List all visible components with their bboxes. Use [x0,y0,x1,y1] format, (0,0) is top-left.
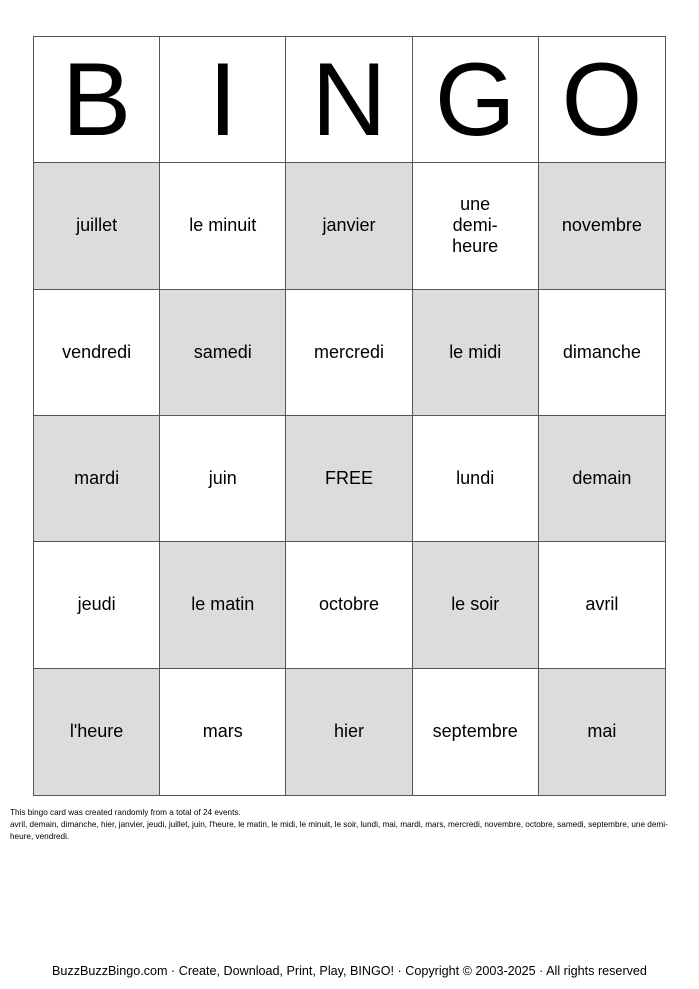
bingo-cell [413,416,539,542]
bingo-cell [286,290,412,416]
bingo-cell [160,416,286,542]
bingo-cell [34,163,160,289]
header-letter-g [413,37,539,163]
bingo-cell [539,416,665,542]
cell-label: lundi [456,468,495,489]
cell-label: janvier [322,215,376,236]
header-letter-n [286,37,412,163]
cell-label: le minuit [189,215,257,236]
bingo-cell [286,163,412,289]
cell-label: mardi [74,468,120,489]
bingo-cell [539,163,665,289]
cell-label: l'heure [69,721,124,742]
cell-label: novembre [561,215,642,236]
bingo-cell [286,669,412,795]
bingo-cell [539,290,665,416]
free-space-label: FREE [324,468,373,489]
note-word-list: avril, demain, dimanche, hier, janvier, jeudi, juillet, juin, l'heure, le matin, le midi, le minuit, le soir, lundi, mai, mardi, mars, mercredi, novembre, octobre, samedi, septembre, une demi-heure, vendredi. [10,820,668,841]
bingo-cell [34,542,160,668]
bingo-cell [539,669,665,795]
bingo-card [33,36,666,796]
cell-label: vendredi [62,341,132,362]
bingo-cell [34,669,160,795]
cell-label: mars [202,721,243,742]
cell-label: le soir [451,594,500,615]
bingo-cell [160,542,286,668]
note-summary: This bingo card was created randomly from a total of 24 events. [10,808,241,817]
header-letter-b [34,37,160,163]
header-letter: O [561,41,643,158]
header-letter-o [539,37,665,163]
header-letter: N [311,41,387,158]
bingo-cell [413,290,539,416]
cell-label: hier [333,721,364,742]
bingo-cell [413,669,539,795]
cell-label: octobre [318,594,380,615]
cell-label: samedi [193,341,252,362]
bingo-cell [413,542,539,668]
bingo-cell [34,290,160,416]
cell-label: dimanche [562,341,641,362]
bingo-cell [539,542,665,668]
cell-label: septembre [432,721,518,742]
header-letter: B [61,41,132,158]
bingo-cell [160,163,286,289]
free-space-cell [286,416,412,542]
cell-label: avril [585,594,619,615]
copyright-footer: BuzzBuzzBingo.com · Create, Download, Print, Play, BINGO! · Copyright © 2003-2025 · All rights reserved [52,964,647,978]
cell-label: mai [587,721,617,742]
bingo-cell [286,542,412,668]
header-letter-i [160,37,286,163]
cell-label: une demi-heure [452,194,499,257]
header-letter: G [434,41,516,158]
bingo-cell [413,163,539,289]
cell-label: le midi [449,341,502,362]
cell-label: jeudi [77,594,116,615]
cell-label: le matin [191,594,255,615]
cell-label: demain [572,468,632,489]
cell-label: juin [208,468,237,489]
cell-label: juillet [76,215,118,236]
card-generation-note [10,807,686,843]
bingo-cell [160,290,286,416]
header-letter: I [208,41,238,158]
cell-label: mercredi [313,341,384,362]
bingo-cell [34,416,160,542]
bingo-cell [160,669,286,795]
